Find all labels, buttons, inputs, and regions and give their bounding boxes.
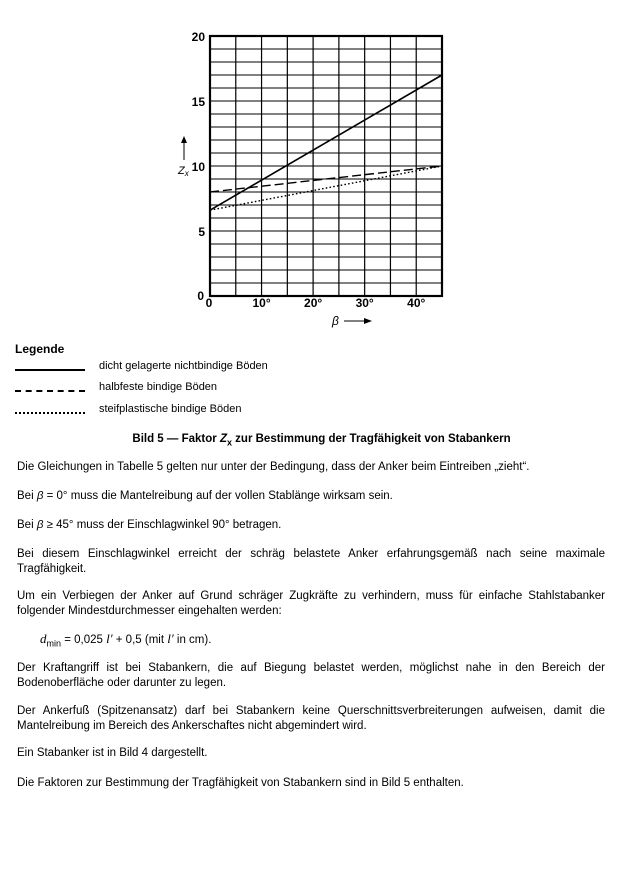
y-tick-label: 0 [197, 289, 204, 303]
paragraph-4: Bei diesem Einschlagwinkel erreicht der schräg belastete Anker erfahrungsgemäß nach seine maximale Tragfähigkeit. [17, 548, 605, 575]
series-line-solid [210, 75, 442, 210]
formula-l: l′ [106, 631, 113, 646]
paragraph-2 [17, 489, 605, 504]
formula-sub: min [46, 638, 62, 649]
figure-caption [0, 433, 643, 447]
formula-l: l′ [167, 631, 174, 646]
chart-grid [210, 36, 442, 296]
caption-suffix: zur Bestimmung der Tragfähigkeit von Stabankern [231, 433, 511, 445]
x-axis-label [331, 314, 372, 328]
legend-label: steifplastische bindige Böden [99, 403, 242, 415]
x-tick-label: 0 [205, 296, 213, 310]
x-tick-label: 30° [355, 296, 374, 310]
paragraph-7: Der Ankerfuß (Spitzenansatz) darf bei Stabankern keine Querschnittsverbreiterungen aufweisen, damit die Mantelreibung im Bereich des Ankerschaftes nicht abgemindert wird. [17, 705, 605, 732]
y-tick-label: 10 [191, 160, 205, 174]
beta-symbol: β [36, 519, 44, 531]
y-tick-label: 15 [191, 95, 205, 109]
formula-part: in cm). [173, 634, 212, 646]
chart-series [210, 75, 442, 210]
svg-text:Zx [177, 165, 190, 178]
paragraph-5: Um ein Verbiegen der Anker auf Grund schräger Zugkräfte zu verhindern, muss für einfache Stahlstabanker folgender Mindestdurchmesser eingehalten werden: [17, 590, 605, 617]
beta-symbol: β [36, 490, 44, 502]
p2-text: = 0° muss die Mantelreibung auf der vollen Stablänge wirksam sein. [43, 490, 393, 502]
svg-text:β: β [332, 314, 339, 328]
paragraph-9: Die Faktoren zur Bestimmung der Tragfähigkeit von Stabankern sind in Bild 5 enthalten. [17, 777, 464, 789]
formula-part: = 0,025 [61, 634, 107, 646]
caption-symbol: Z [219, 433, 227, 445]
x-tick-label: 20° [304, 296, 323, 310]
p3-text: ≥ 45° muss der Einschlagwinkel 90° betragen. [43, 519, 282, 531]
formula-d: d [40, 631, 47, 646]
formula [40, 631, 211, 648]
legend-swatch-solid [15, 369, 85, 371]
legend-label: halbfeste bindige Böden [99, 381, 218, 393]
paragraph-3 [17, 518, 605, 533]
legend-title: Legende [15, 342, 65, 356]
x-tick-label: 10° [252, 296, 271, 310]
p2-text: Bei [17, 490, 37, 502]
p3-text: Bei [17, 519, 37, 531]
y-axis-subscript: x [184, 169, 189, 178]
caption-symbol-sub: x [226, 437, 232, 448]
y-tick-label: 20 [191, 30, 205, 44]
formula-part: + 0,5 (mit [112, 634, 168, 646]
legend-swatch-dashed [15, 390, 85, 392]
series-line-dotted [210, 166, 442, 210]
y-tick-label: 5 [198, 225, 205, 239]
y-axis-label [177, 136, 190, 178]
chart [0, 0, 643, 340]
x-tick-label: 40° [407, 296, 426, 310]
y-axis-symbol: Z [178, 165, 185, 177]
paragraph-1: Die Gleichungen in Tabelle 5 gelten nur unter der Bedingung, dass der Anker beim Eintreiben „zieht“. [17, 461, 530, 473]
paragraph-6: Der Kraftangriff ist bei Stabankern, die auf Biegung belastet werden, möglichst nahe in den Bereich der Bodenoberfläche oder darunter zu legen. [17, 662, 605, 689]
legend-label: dicht gelagerte nichtbindige Böden [99, 360, 268, 372]
caption-prefix: Bild 5 — Faktor [132, 433, 220, 445]
legend-swatch-dotted [15, 412, 85, 414]
paragraph-8: Ein Stabanker ist in Bild 4 dargestellt. [17, 747, 208, 759]
